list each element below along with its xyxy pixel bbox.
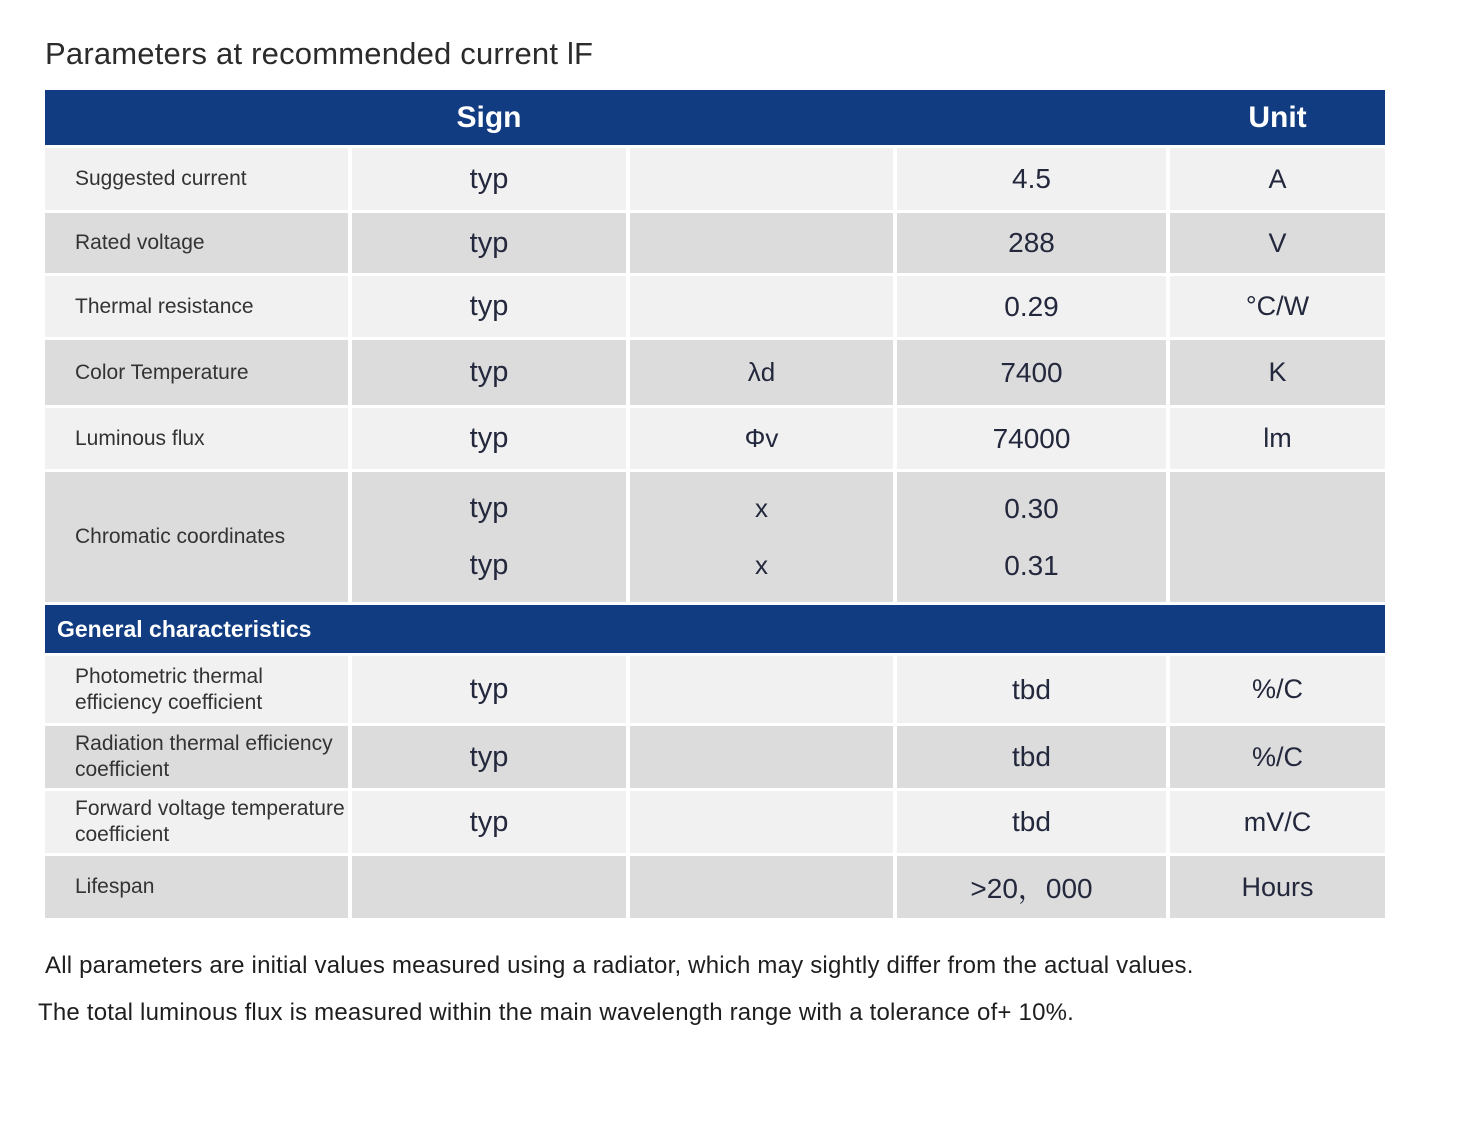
value-cell: 0.29 [897,276,1166,337]
table-row [45,408,1385,469]
parameters-table [45,90,1385,918]
page-title: Parameters at recommended current lF [45,36,594,71]
symbol-cell [630,726,893,788]
value-cell: 288 [897,213,1166,273]
value-sub-value: 0.30 [1004,492,1059,524]
unit-cell [1170,472,1385,602]
symbol-sub-value: x [755,493,768,523]
param-name: Chromatic coordinates [45,472,348,602]
param-name: Luminous flux [45,408,348,469]
chromatic-coordinates-row [45,472,1385,602]
table-row [45,276,1385,337]
unit-cell: Hours [1170,856,1385,918]
unit-cell: A [1170,148,1385,210]
sign-cell: typ [352,408,626,469]
sign-cell: typ [352,726,626,788]
table-row [45,856,1385,918]
section-header-band [45,605,1385,653]
value-cell: 74000 [897,408,1166,469]
symbol-cell [630,472,893,602]
symbol-cell: λd [630,340,893,405]
value-cell: 7400 [897,340,1166,405]
unit-cell: %/C [1170,656,1385,723]
value-cell [897,472,1166,602]
symbol-cell [630,656,893,723]
unit-cell: lm [1170,408,1385,469]
section-header-label: General characteristics [57,615,312,642]
symbol-cell [630,856,893,918]
symbol-sub-value: x [755,550,768,580]
table-header-row [45,90,1385,145]
symbol-cell: Φv [630,408,893,469]
param-name: Color Temperature [45,340,348,405]
unit-cell: °C/W [1170,276,1385,337]
sign-cell: typ [352,148,626,210]
table-row [45,340,1385,405]
param-name: Suggested current [45,148,348,210]
param-name: Lifespan [45,856,348,918]
footnote: The total luminous flux is measured within the main wavelength range with a tolerance of+ 10%. [38,999,1075,1026]
param-name: Radiation thermal efficiency coefficient [45,726,348,788]
value-cell: tbd [897,726,1166,788]
footnote: All parameters are initial values measured using a radiator, which may sightly differ from the actual values. [45,952,1194,979]
sign-cell: typ [352,276,626,337]
unit-cell: K [1170,340,1385,405]
unit-cell: V [1170,213,1385,273]
value-cell: tbd [897,791,1166,853]
param-name: Forward voltage temperature coefficient [45,791,348,853]
symbol-cell [630,791,893,853]
unit-column-header: Unit [1248,100,1307,134]
param-name: Rated voltage [45,213,348,273]
sign-cell: typ [352,213,626,273]
unit-cell: %/C [1170,726,1385,788]
param-name: Thermal resistance [45,276,348,337]
table-row [45,148,1385,210]
sign-cell: typ [352,791,626,853]
value-cell: 4.5 [897,148,1166,210]
sign-sub-value: typ [469,492,509,524]
table-row [45,791,1385,853]
sign-cell: typ [352,656,626,723]
value-cell: tbd [897,656,1166,723]
symbol-cell [630,148,893,210]
table-row [45,726,1385,788]
sign-cell: typ [352,340,626,405]
symbol-cell [630,213,893,273]
table-row [45,656,1385,723]
sign-sub-value: typ [469,549,509,581]
symbol-cell [630,276,893,337]
sign-cell [352,856,626,918]
value-cell: >20，000 [897,856,1166,918]
sign-column-header: Sign [456,100,522,134]
table-row [45,213,1385,273]
sign-cell [352,472,626,602]
unit-cell: mV/C [1170,791,1385,853]
footnotes [38,952,1194,1046]
value-sub-value: 0.31 [1004,549,1059,581]
param-name: Photometric thermal efficiency coefficient [45,656,348,723]
